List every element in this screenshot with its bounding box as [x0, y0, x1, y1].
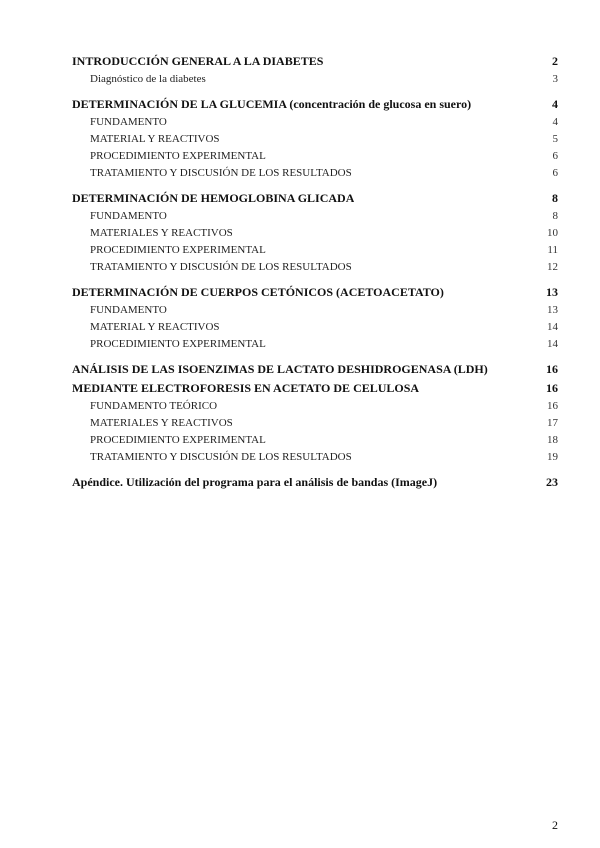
toc-subentry-page: 10	[547, 227, 558, 239]
toc-subentry-title: TRATAMIENTO Y DISCUSIÓN DE LOS RESULTADOS	[90, 167, 352, 179]
toc-entry-title: DETERMINACIÓN DE CUERPOS CETÓNICOS (ACETOACETATO)	[72, 285, 444, 299]
toc-section	[72, 189, 558, 276]
toc-section	[72, 283, 558, 353]
toc-subentry-page: 16	[547, 400, 558, 412]
toc-entry[interactable]	[72, 360, 558, 379]
toc-subentry-page: 6	[552, 167, 558, 179]
toc-subentry-title: FUNDAMENTO	[90, 116, 167, 128]
toc-subentry-page: 4	[552, 116, 558, 128]
toc-subentry-page: 11	[547, 244, 558, 256]
toc-subentry-page: 13	[547, 304, 558, 316]
toc-section	[72, 360, 558, 466]
toc-subentry[interactable]	[72, 114, 558, 131]
toc-subentry[interactable]	[72, 432, 558, 449]
toc-subentry-title: FUNDAMENTO	[90, 210, 167, 222]
toc-entry-title: DETERMINACIÓN DE LA GLUCEMIA (concentración de glucosa en suero)	[72, 97, 472, 111]
toc-subentry-title: PROCEDIMIENTO EXPERIMENTAL	[90, 338, 266, 350]
toc-subentry-page: 12	[547, 261, 558, 273]
toc-section	[72, 52, 558, 88]
toc-subentry[interactable]	[72, 208, 558, 225]
toc-subentry-page: 8	[552, 210, 558, 222]
page-number: 2	[552, 818, 558, 832]
toc-subentry[interactable]	[72, 131, 558, 148]
toc-subentry[interactable]	[72, 302, 558, 319]
toc-subentry-page: 14	[547, 338, 558, 350]
toc-subentry-title: MATERIALES Y REACTIVOS	[90, 227, 233, 239]
toc-subentry[interactable]	[72, 415, 558, 432]
toc-entry-page: 23	[546, 475, 558, 489]
toc-subentry[interactable]	[72, 71, 558, 88]
toc-entry-page: 2	[552, 54, 558, 68]
toc-entry-title: Apéndice. Utilización del programa para el análisis de bandas (ImageJ)	[72, 475, 438, 489]
toc-subentry[interactable]	[72, 242, 558, 259]
toc-entry-page: 8	[552, 191, 558, 205]
toc-entry-title: INTRODUCCIÓN GENERAL A LA DIABETES	[72, 54, 324, 68]
toc-subentry-title: TRATAMIENTO Y DISCUSIÓN DE LOS RESULTADOS	[90, 261, 352, 273]
toc-subentry[interactable]	[72, 336, 558, 353]
toc-subentry-title: FUNDAMENTO TEÓRICO	[90, 400, 218, 412]
toc-subentry-title: MATERIAL Y REACTIVOS	[90, 133, 220, 145]
table-of-contents	[72, 52, 558, 499]
toc-subentry-page: 3	[552, 73, 558, 85]
toc-entry-title: DETERMINACIÓN DE HEMOGLOBINA GLICADA	[72, 191, 355, 205]
toc-subentry-title: MATERIALES Y REACTIVOS	[90, 417, 233, 429]
toc-subentry[interactable]	[72, 449, 558, 466]
toc-subentry-page: 18	[547, 434, 558, 446]
toc-subentry-title: Diagnóstico de la diabetes	[90, 73, 206, 85]
toc-entry-title: ANÁLISIS DE LAS ISOENZIMAS DE LACTATO DESHIDROGENASA (LDH)	[72, 362, 488, 376]
toc-subentry[interactable]	[72, 148, 558, 165]
toc-entry[interactable]	[72, 52, 558, 71]
toc-subentry-page: 14	[547, 321, 558, 333]
toc-subentry-title: TRATAMIENTO Y DISCUSIÓN DE LOS RESULTADOS	[90, 451, 352, 463]
toc-subentry-page: 5	[552, 133, 558, 145]
toc-subentry[interactable]	[72, 259, 558, 276]
toc-entry-page: 16	[546, 362, 558, 376]
toc-subentry-page: 6	[552, 150, 558, 162]
toc-entry[interactable]	[72, 283, 558, 302]
toc-entry-page: 16	[546, 381, 558, 395]
toc-entry-page: 13	[546, 285, 558, 299]
toc-subentry-title: PROCEDIMIENTO EXPERIMENTAL	[90, 244, 266, 256]
toc-subentry-title: MATERIAL Y REACTIVOS	[90, 321, 220, 333]
toc-entry-page: 4	[552, 97, 558, 111]
toc-subentry-title: PROCEDIMIENTO EXPERIMENTAL	[90, 150, 266, 162]
toc-subentry-page: 17	[547, 417, 558, 429]
toc-subentry[interactable]	[72, 165, 558, 182]
toc-subentry-title: PROCEDIMIENTO EXPERIMENTAL	[90, 434, 266, 446]
toc-section	[72, 95, 558, 182]
toc-entry[interactable]	[72, 379, 558, 398]
toc-subentry[interactable]	[72, 398, 558, 415]
toc-subentry-title: FUNDAMENTO	[90, 304, 167, 316]
toc-subentry-page: 19	[547, 451, 558, 463]
toc-section	[72, 473, 558, 492]
toc-entry[interactable]	[72, 95, 558, 114]
toc-subentry[interactable]	[72, 319, 558, 336]
toc-subentry[interactable]	[72, 225, 558, 242]
toc-entry[interactable]	[72, 473, 558, 492]
toc-entry-title: MEDIANTE ELECTROFORESIS EN ACETATO DE CELULOSA	[72, 381, 420, 395]
toc-entry[interactable]	[72, 189, 558, 208]
